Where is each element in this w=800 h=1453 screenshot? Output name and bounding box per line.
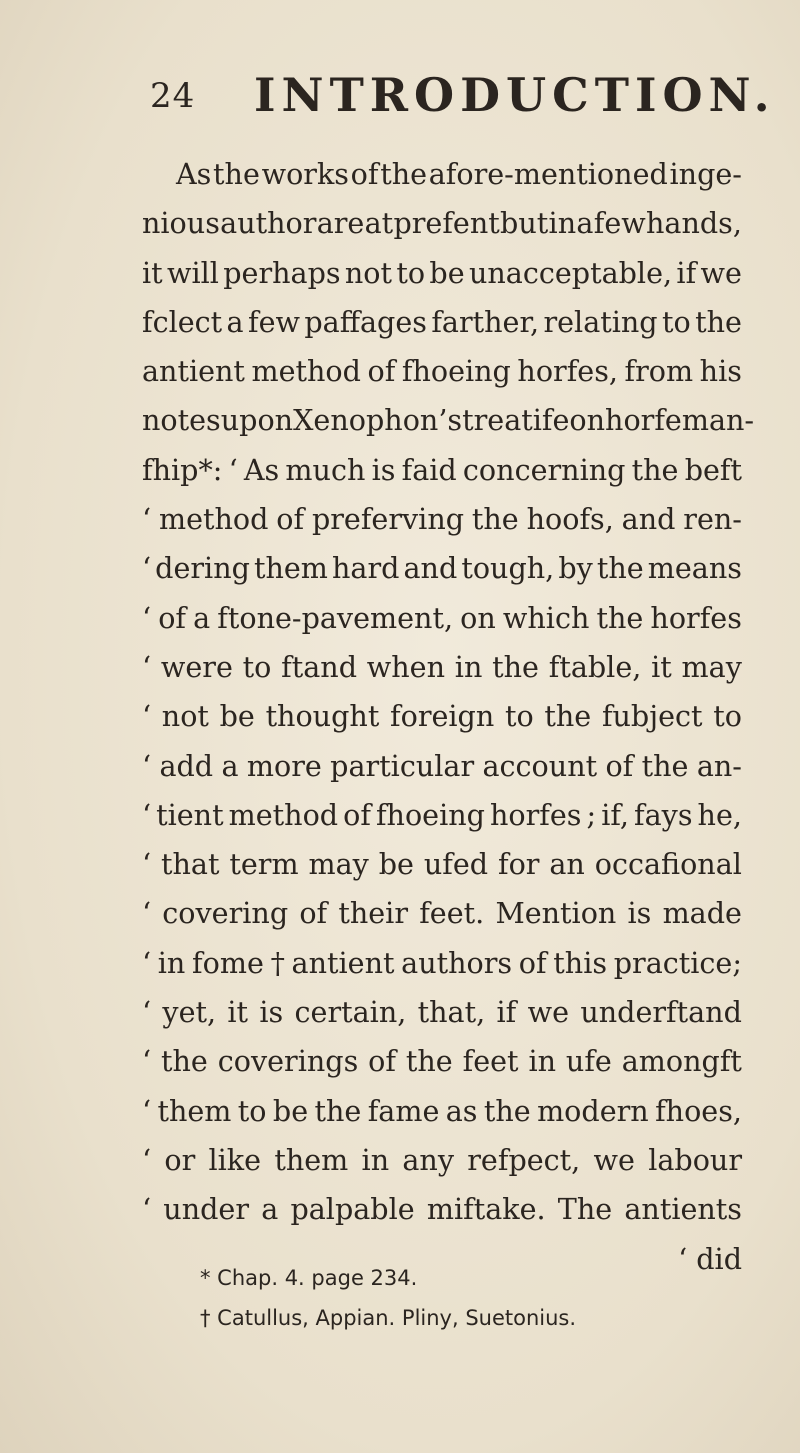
text-line: As the works of the afore-mentioned inge- xyxy=(176,157,742,191)
page-header xyxy=(150,68,776,128)
footnotes xyxy=(200,1258,720,1338)
text-line: ‘ that term may be ufed for an occafional xyxy=(142,847,742,882)
text-line: ‘ or like them in any refpect, we labour xyxy=(142,1142,742,1177)
running-head: INTRODUCTION. xyxy=(254,68,776,122)
page-number: 24 xyxy=(150,76,196,116)
text-line: ‘ of a ftone-pavement, on which the horfes xyxy=(142,600,742,635)
text-line: ‘ them to be the fame as the modern fhoes, xyxy=(142,1093,742,1128)
text-line: ‘ tient method of fhoeing horfes ; if, fays he, xyxy=(142,797,742,832)
text-line: ‘ method of preferving the hoofs, and ren- xyxy=(142,502,742,537)
text-line: ‘ add a more particular account of the an- xyxy=(142,748,742,783)
text-line: fclect a few paffages farther, relating to the xyxy=(142,304,742,339)
text-line: fhip*: ‘ As much is faid concerning the beft xyxy=(142,452,742,487)
text-line: ‘ yet, it is certain, that, if we underftand xyxy=(142,995,742,1030)
footnote: * Chap. 4. page 234. xyxy=(200,1266,418,1290)
text-line: it will perhaps not to be unacceptable, if we xyxy=(142,255,742,290)
catchword: ‘ did xyxy=(678,1241,742,1276)
text-line: ‘ the coverings of the feet in ufe amongft xyxy=(142,1044,742,1079)
text-line: ‘ under a palpable miftake. The antients xyxy=(142,1192,742,1227)
text-line: ‘ in fome † antient authors of this practice; xyxy=(142,945,742,980)
footnote: † Catullus, Appian. Pliny, Suetonius. xyxy=(200,1306,577,1330)
body-text xyxy=(142,150,755,1284)
text-line: ‘ not be thought foreign to the fubject to xyxy=(142,699,742,734)
text-line: ‘ covering of their feet. Mention is made xyxy=(142,896,742,931)
text-line: antient method of fhoeing horfes, from his xyxy=(142,354,742,389)
text-line: nious author are at prefent but in a few hands, xyxy=(142,206,742,241)
text-line: ‘ were to ftand when in the ftable, it may xyxy=(142,649,742,684)
text-line: ‘ dering them hard and tough, by the means xyxy=(142,551,742,586)
text-line: notes upon Xenophon’s treatife on horfeman- xyxy=(142,403,755,438)
